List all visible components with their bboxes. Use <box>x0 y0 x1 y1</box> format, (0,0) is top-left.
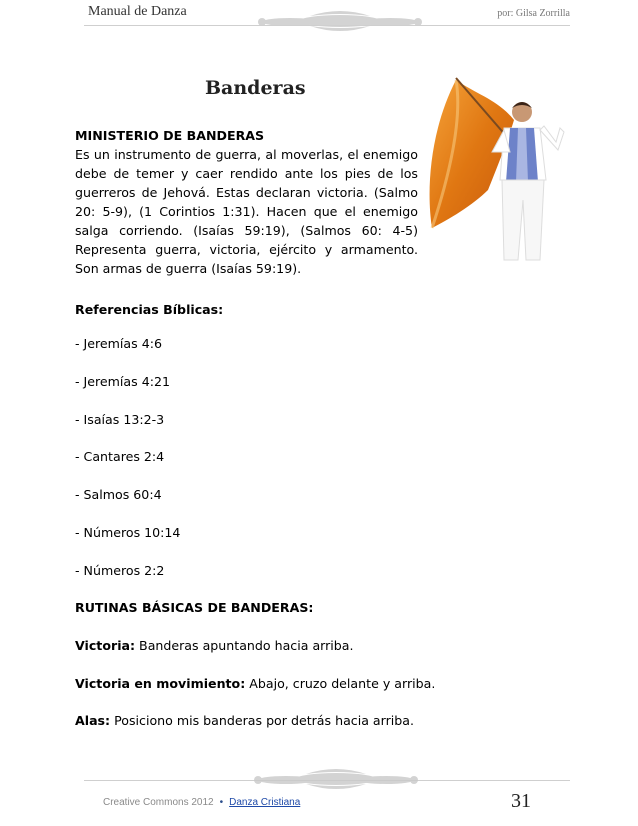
header-ornament <box>250 8 430 34</box>
flag-dancer-illustration <box>418 70 568 270</box>
reference-item: - Jeremías 4:6 <box>75 336 162 351</box>
routine-text: Abajo, cruzo delante y arriba. <box>245 676 436 691</box>
footer-ornament <box>246 766 426 792</box>
reference-item: - Jeremías 4:21 <box>75 374 170 389</box>
footer-separator: • <box>219 797 224 808</box>
header-title: Manual de Danza <box>88 4 187 19</box>
footer-license: Creative Commons 2012 <box>103 797 214 808</box>
page-number: 31 <box>511 790 531 812</box>
reference-item: - Números 2:2 <box>75 563 165 578</box>
footer-credits <box>103 797 300 808</box>
page-title: Banderas <box>205 77 306 99</box>
intro-section <box>75 126 418 278</box>
reference-item: - Salmos 60:4 <box>75 487 162 502</box>
reference-item: - Números 10:14 <box>75 525 181 540</box>
header-author: por: Gilsa Zorrilla <box>497 8 570 19</box>
routine-text: Posiciono mis banderas por detrás hacia arriba. <box>110 713 414 728</box>
header-rule <box>84 25 570 26</box>
footer-link[interactable]: Danza Cristiana <box>229 797 301 808</box>
routines-heading: RUTINAS BÁSICAS DE BANDERAS: <box>75 600 314 615</box>
routine-label: Victoria en movimiento: <box>75 676 246 691</box>
intro-heading: MINISTERIO DE BANDERAS <box>75 128 265 143</box>
reference-item: - Cantares 2:4 <box>75 449 165 464</box>
routine-item <box>75 638 354 653</box>
routine-item <box>75 676 435 691</box>
routine-item <box>75 713 414 728</box>
routine-label: Victoria: <box>75 638 136 653</box>
routine-label: Alas: <box>75 713 111 728</box>
intro-paragraph: Es un instrumento de guerra, al moverlas, el enemigo debe de temer y caer rendido ante los pies de los guerreros de Jehová. Estas declaran victoria. (Salmo 20: 5-9), (1 Corintios 1:31). Hacen que el enemigo salga corriendo. (Isaías 59:19), (Salmos 60: 4-5) Representa guerra, victoria, ejército y armamento. Son armas de guerra (Isaías 59:19). <box>75 147 418 276</box>
routine-text: Banderas apuntando hacia arriba. <box>135 638 354 653</box>
reference-item: - Isaías 13:2-3 <box>75 412 165 427</box>
references-heading: Referencias Bíblicas: <box>75 302 224 317</box>
